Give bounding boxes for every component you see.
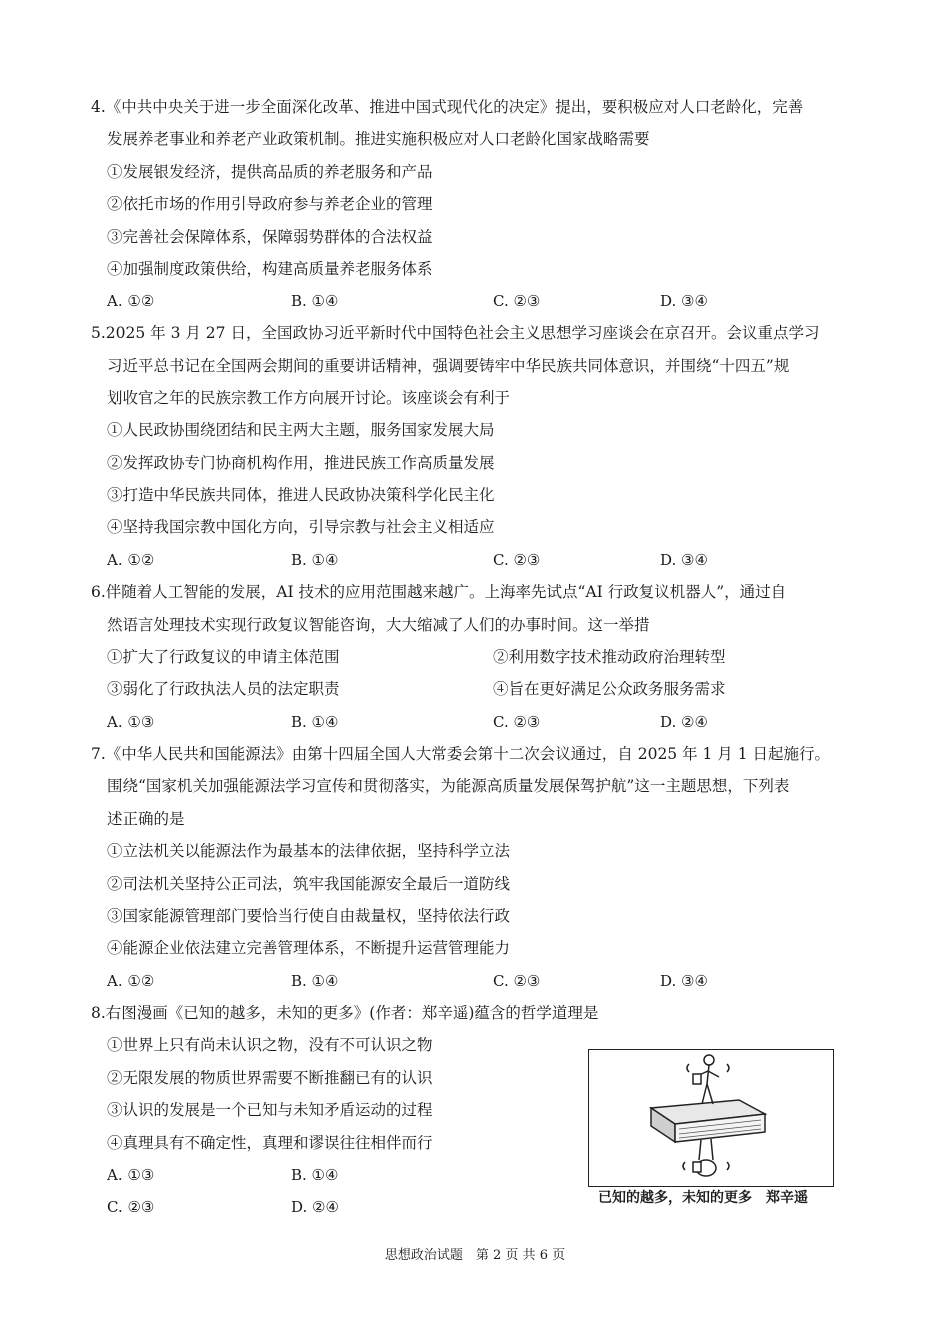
- q8-choice-d: D. ②④: [291, 1198, 339, 1216]
- q7-item-4: ④能源企业依法建立完善管理体系，不断提升运营管理能力: [107, 939, 511, 957]
- q8-item-2: ②无限发展的物质世界需要不断推翻已有的认识: [107, 1069, 433, 1087]
- q5-item-1: ①人民政协围绕团结和民主两大主题，服务国家发展大局: [107, 421, 495, 439]
- q5-choice-c: C. ②③: [493, 551, 541, 569]
- q6-item-1: ①扩大了行政复议的申请主体范围: [107, 648, 340, 666]
- q8-item-1: ①世界上只有尚未认识之物，没有不可认识之物: [107, 1036, 433, 1054]
- q7-choice-b: B. ①④: [291, 972, 339, 990]
- q4-stem-line-2: 发展养老事业和养老产业政策机制。推进实施积极应对人口老龄化国家战略需要: [107, 130, 650, 148]
- q7-choice-a: A. ①②: [107, 972, 155, 990]
- q7-item-2: ②司法机关坚持公正司法，筑牢我国能源安全最后一道防线: [107, 875, 511, 893]
- q4-choice-d: D. ③④: [660, 292, 708, 310]
- q8-choice-c: C. ②③: [107, 1198, 155, 1216]
- q4-item-4: ④加强制度政策供给，构建高质量养老服务体系: [107, 260, 433, 278]
- upper-figure: [687, 1055, 729, 1104]
- q8-stem-line-1: 8.右图漫画《已知的越多，未知的更多》(作者：郑辛遥)蕴含的哲学道理是: [91, 1004, 599, 1022]
- q5-item-4: ④坚持我国宗教中国化方向，引导宗教与社会主义相适应: [107, 518, 495, 536]
- q7-choice-d: D. ③④: [660, 972, 708, 990]
- q7-item-1: ①立法机关以能源法作为最基本的法律依据，坚持科学立法: [107, 842, 511, 860]
- q6-stem-line-1: 6.伴随着人工智能的发展，AI 技术的应用范围越来越广。上海率先试点“AI 行政复议机器人”，通过自: [91, 583, 787, 601]
- q4-choice-c: C. ②③: [493, 292, 541, 310]
- cartoon-image: [588, 1049, 834, 1187]
- q8-item-4: ④真理具有不确定性，真理和谬误往往相伴而行: [107, 1134, 433, 1152]
- q6-choice-c: C. ②③: [493, 713, 541, 731]
- cartoon-drawing: [589, 1050, 833, 1186]
- q5-choice-a: A. ①②: [107, 551, 155, 569]
- cartoon-caption: 已知的越多，未知的更多 郑辛遥: [598, 1190, 808, 1206]
- q8-item-3: ③认识的发展是一个已知与未知矛盾运动的过程: [107, 1101, 433, 1119]
- q4-stem-line-1: 4.《中共中央关于进一步全面深化改革、推进中国式现代化的决定》提出，要积极应对人口老龄化，完善: [91, 98, 804, 116]
- q7-choice-c: C. ②③: [493, 972, 541, 990]
- q8-choice-a: A. ①③: [107, 1166, 155, 1184]
- q6-item-3: ③弱化了行政执法人员的法定职责: [107, 680, 340, 698]
- page-footer: 思想政治试题 第 2 页 共 6 页: [384, 1248, 566, 1263]
- q5-stem-line-1: 5.2025 年 3 月 27 日，全国政协习近平新时代中国特色社会主义思想学习座谈会在京召开。会议重点学习: [91, 324, 820, 342]
- q6-item-4: ④旨在更好满足公众政务服务需求: [493, 680, 726, 698]
- q4-item-3: ③完善社会保障体系，保障弱势群体的合法权益: [107, 228, 433, 246]
- q7-stem-line-1: 7.《中华人民共和国能源法》由第十四届全国人大常委会第十二次会议通过，自 2025 年 1 月 1 日起施行。: [91, 745, 831, 763]
- q4-item-2: ②依托市场的作用引导政府参与养老企业的管理: [107, 195, 433, 213]
- q5-stem-line-2: 习近平总书记在全国两会期间的重要讲话精神，强调要铸牢中华民族共同体意识，并围绕“十四五”规: [107, 357, 790, 375]
- q6-choice-b: B. ①④: [291, 713, 339, 731]
- q6-choice-d: D. ②④: [660, 713, 708, 731]
- q7-stem-line-3: 述正确的是: [107, 810, 185, 828]
- q7-stem-line-2: 围绕“国家机关加强能源法学习宣传和贯彻落实，为能源高质量发展保驾护航”这一主题思想，下列表: [107, 777, 790, 795]
- lower-figure: [683, 1139, 729, 1176]
- q5-stem-line-3: 划收官之年的民族宗教工作方向展开讨论。该座谈会有利于: [107, 389, 511, 407]
- q5-item-3: ③打造中华民族共同体，推进人民政协决策科学化民主化: [107, 486, 495, 504]
- q8-choice-b: B. ①④: [291, 1166, 339, 1184]
- q5-item-2: ②发挥政协专门协商机构作用，推进民族工作高质量发展: [107, 454, 495, 472]
- q6-stem-line-2: 然语言处理技术实现行政复议智能咨询，大大缩减了人们的办事时间。这一举措: [107, 616, 650, 634]
- q6-choice-a: A. ①③: [107, 713, 155, 731]
- q5-choice-d: D. ③④: [660, 551, 708, 569]
- q7-item-3: ③国家能源管理部门要恰当行使自由裁量权，坚持依法行政: [107, 907, 511, 925]
- q6-item-2: ②利用数字技术推动政府治理转型: [493, 648, 726, 666]
- q4-item-1: ①发展银发经济，提供高品质的养老服务和产品: [107, 163, 433, 181]
- q4-choice-a: A. ①②: [107, 292, 155, 310]
- q4-choice-b: B. ①④: [291, 292, 339, 310]
- q5-choice-b: B. ①④: [291, 551, 339, 569]
